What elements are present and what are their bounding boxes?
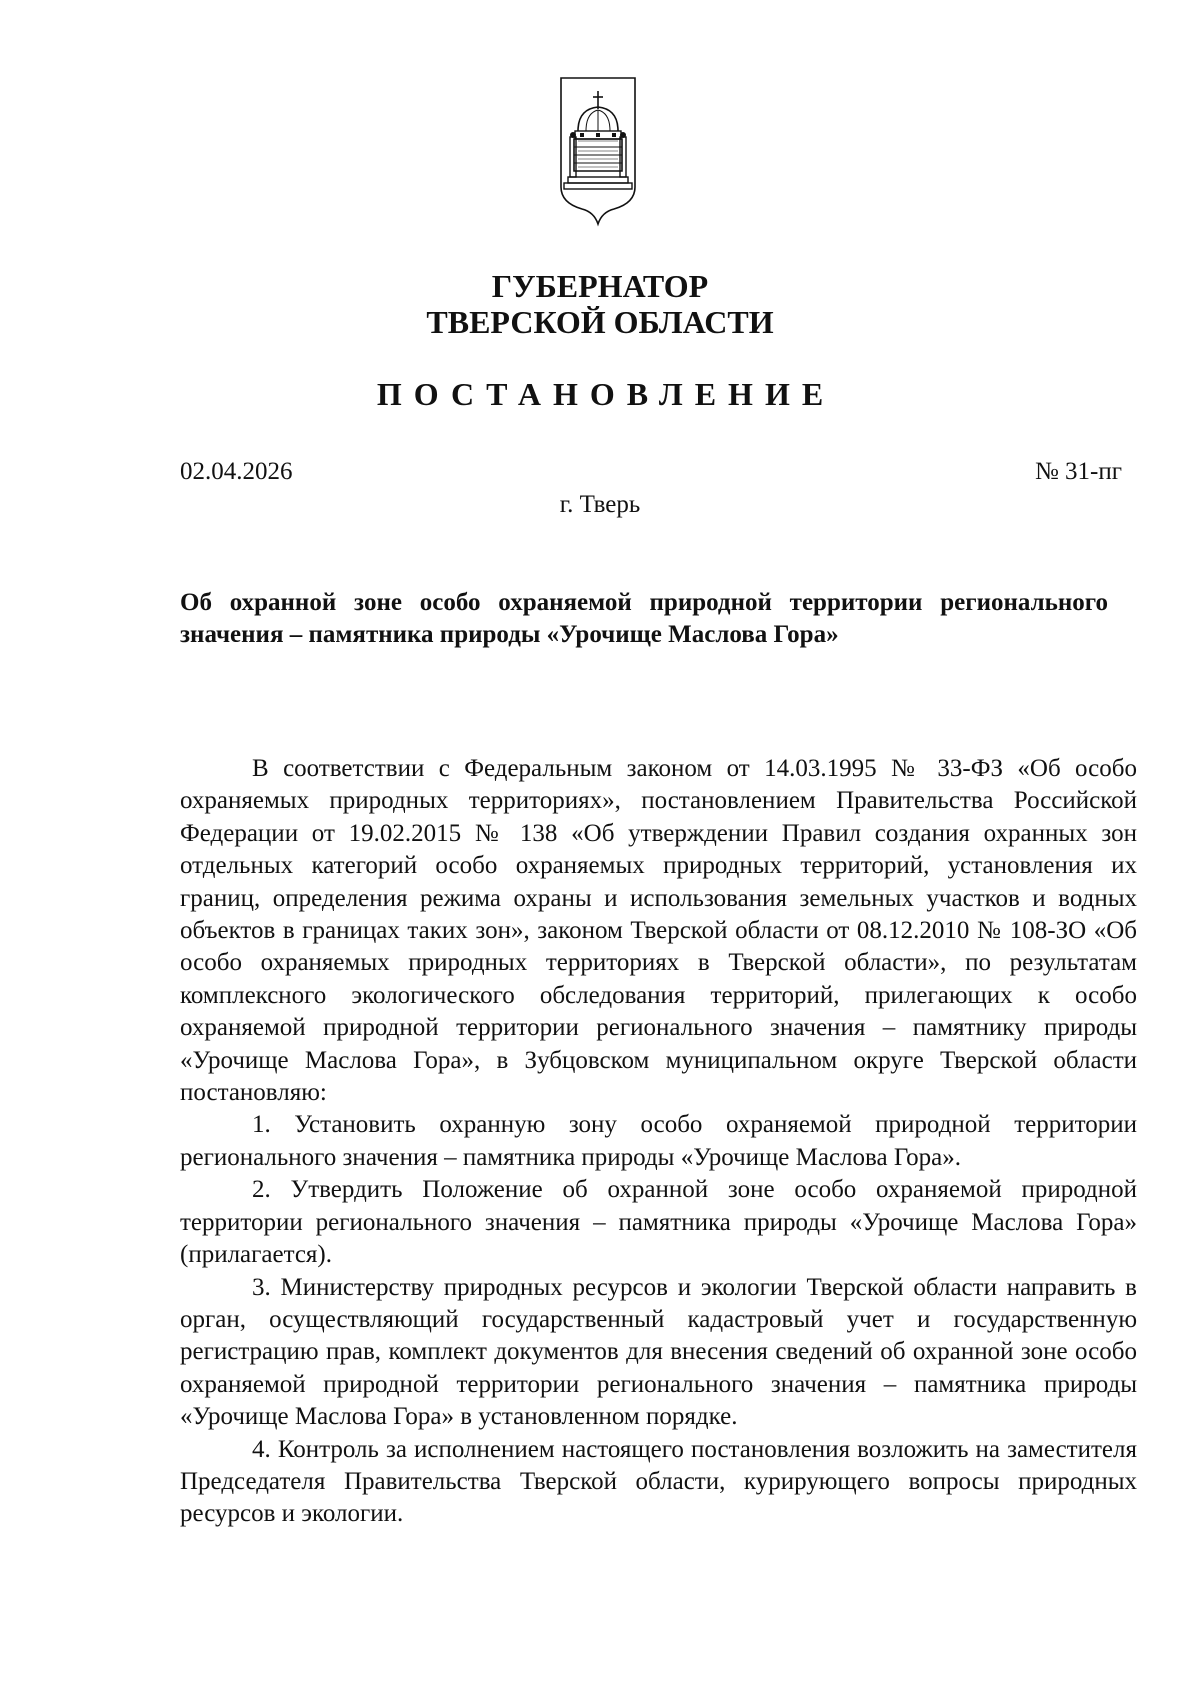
clause-1: 1. Установить охранную зону особо охраняемой природной территории регионального значения – памятника природы «Урочище Маслова Гора». bbox=[180, 1111, 1137, 1171]
document-city: г. Тверь bbox=[559, 491, 641, 518]
document-type: ПОСТАНОВЛЕНИЕ bbox=[376, 376, 836, 412]
preamble-paragraph: В соответствии с Федеральным законом от 14.03.1995 № 33-ФЗ «Об особо охраняемых природных территориях», постановлением Правительства Российской Федерации от 19.02.2015 № 138 «Об утверждении Правил создания охранных зон отдельных категорий особо охраняемых природных территорий, установления их границ, определения режима охраны и использования земельных участков и водных объектов в границах таких зон», законом Тверской области от 08.12.2010 № 108-ЗО «Об особо охраняемых природных территориях в Тверской области», по результатам комплексного экологического обследования территорий, прилегающих к особо охраняемой природной территории регионального значения – памятнику природы «Урочище Маслова Гора», в Зубцовском муниципальном округе Тверской области постановляю: bbox=[180, 755, 1137, 1107]
clause-4: 4. Контроль за исполнением настоящего постановления возложить на заместителя Председателя Правительства Тверской области, курирующего вопросы природных ресурсов и экологии. bbox=[180, 1435, 1137, 1528]
authority-title-line1: ГУБЕРНАТОР bbox=[491, 268, 709, 304]
authority-title-line2: ТВЕРСКОЙ ОБЛАСТИ bbox=[426, 304, 774, 340]
document-title: Об охранной зоне особо охраняемой природной территории регионального значения – памятника природы «Урочище Маслова Гора» bbox=[180, 589, 1108, 648]
clause-2: 2. Утвердить Положение об охранной зоне особо охраняемой природной территории регионального значения – памятника природы «Урочище Маслова Гора» (прилагается). bbox=[180, 1176, 1137, 1269]
document-date: 02.04.2026 bbox=[180, 458, 293, 485]
document-body bbox=[180, 753, 1137, 1531]
coat-of-arms-icon bbox=[558, 75, 638, 227]
document-number: № 31-пг bbox=[1034, 458, 1122, 485]
clause-3: 3. Министерству природных ресурсов и экологии Тверской области направить в орган, осуществляющий государственный кадастровый учет и государственную регистрацию прав, комплект документов для внесения сведений об охранной зоне особо охраняемой природной территории регионального значения – памятника природы «Урочище Маслова Гора» в установленном порядке. bbox=[180, 1273, 1137, 1431]
